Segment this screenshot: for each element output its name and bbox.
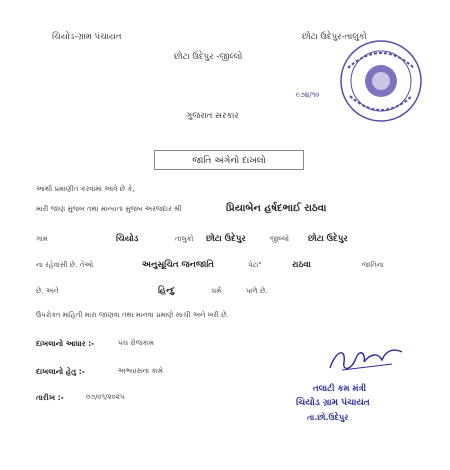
signature bbox=[322, 340, 412, 376]
header-left: ચિયોડ-ગ્રામ પંચાયત bbox=[52, 32, 122, 42]
stamp-taluka: તા.છો.ઉદેપુર bbox=[307, 413, 349, 422]
taluka-label: તાલુકો bbox=[175, 235, 194, 243]
category-value: અનુસૂચિત જનજાતિ bbox=[142, 260, 214, 270]
body-line-4-prefix: ના રહેવાસી છે. તેઓ bbox=[36, 261, 94, 269]
stamp-designation: તલાટી કમ મંત્રી bbox=[313, 384, 367, 394]
body-line-5-prefix: છે. અને bbox=[36, 287, 59, 295]
header-center: છોટા ઉદેપુર -જીલ્લો bbox=[174, 52, 243, 62]
basis-value: પંચ રોજકામ bbox=[118, 339, 154, 347]
district-label: જીલ્લો bbox=[270, 235, 289, 243]
stamp-panchayat: ચિયોડ ગ્રામ પંચાયત bbox=[296, 398, 370, 408]
document-title-box bbox=[154, 150, 304, 170]
document-title: જાતિ અંગેનો દાખલો bbox=[192, 156, 266, 166]
applicant-name: પ્રિયાબેન હર્ષદભાઈ રાઠવા bbox=[226, 203, 327, 214]
purpose-value: અભ્યાસના કામે bbox=[118, 367, 163, 375]
village-label: ગામ bbox=[36, 235, 48, 243]
body-line-6: ઉપરોક્ત માહિતી મારા જાણવા તથા માનવા પ્રમાણે સાચી અને ખરી છે. bbox=[36, 311, 229, 319]
body-line-2-prefix: મારી જાણ મુજબ તથા માન્યતા મુજબ અરજદાર શ્રી bbox=[36, 205, 182, 213]
taluka-value: છોટા ઉદેપુર bbox=[206, 234, 246, 244]
caste-value: રાઠવા bbox=[292, 260, 311, 270]
village-value: ચિયોડ bbox=[116, 234, 139, 244]
date-label: તારીખ :- bbox=[36, 393, 64, 402]
basis-label: દાખલાનો આધાર :- bbox=[36, 339, 95, 348]
government-name: ગુજરાત સરકાર bbox=[186, 111, 239, 121]
body-line-1: આથી પ્રમાણીત કરવામાં આવે છે કે, bbox=[36, 185, 135, 193]
peta-label: પેટા" bbox=[248, 261, 262, 269]
religion-label: ધર્મ bbox=[212, 287, 222, 295]
purpose-label: દાખલાનો હેતુ :- bbox=[36, 367, 85, 376]
seal-number: ૯૭૪/૧૦ bbox=[296, 91, 320, 99]
official-seal bbox=[338, 38, 424, 124]
religion-suffix: પાળે છે. bbox=[246, 287, 268, 295]
header-right: છોટા ઉદેપુર-તાલુકો bbox=[302, 32, 367, 42]
date-value: ૦૭/૦૧/૨૦૨૫ bbox=[86, 393, 125, 401]
religion-value: હિન્દુ bbox=[158, 286, 175, 296]
caste-suffix: જાતિના bbox=[362, 261, 384, 269]
district-value: છોટા ઉદેપુર bbox=[308, 234, 348, 244]
